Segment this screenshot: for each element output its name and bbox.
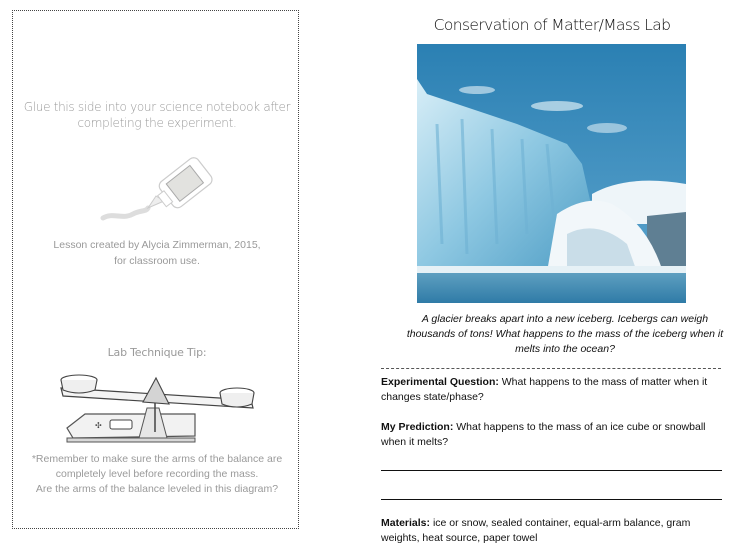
credit-line: Lesson created by Alycia Zimmerman, 2015,: [53, 239, 261, 251]
question-label: Experimental Question:: [381, 376, 499, 388]
credit-text: [18, 237, 296, 269]
glue-bottle-icon: [98, 146, 218, 224]
glue-instruction: Glue this side into your science notebook after completing the experiment.: [23, 100, 291, 130]
glacier-photo: [417, 44, 686, 303]
question-text: What happens to the mass of matter when it changes state/phase?: [381, 376, 708, 403]
dashed-separator: [381, 368, 721, 369]
experimental-question: [381, 375, 731, 405]
caption-line: melts into the ocean?: [515, 343, 615, 355]
tip-line: Are the arms of the balance leveled in this diagram?: [35, 483, 279, 495]
tip-line: *Remember to make sure the arms of the balance are: [31, 453, 283, 465]
tip-line: completely level before recording the mass.: [55, 468, 259, 480]
credit-line: for classroom use.: [114, 255, 200, 267]
balance-scale-icon: [55, 366, 260, 446]
prediction-answer-line[interactable]: [381, 470, 722, 471]
caption-line: thousands of tons! What happens to the mass of the iceberg when it: [406, 328, 724, 340]
photo-caption: [395, 312, 735, 357]
prediction-text: What happens to the mass of an ice cube or snowball when it melts?: [381, 421, 706, 448]
tip-title: Lab Technique Tip:: [107, 346, 207, 359]
page-title: Conservation of Matter/Mass Lab: [433, 16, 671, 34]
materials-text: ice or snow, sealed container, equal-arm balance, gram weights, heat source, paper towel: [381, 517, 691, 544]
prediction-answer-line[interactable]: [381, 499, 722, 500]
prediction-label: My Prediction:: [381, 421, 454, 433]
svg-text:✣: ✣: [95, 421, 102, 430]
caption-line: A glacier breaks apart into a new iceberg. Icebergs can weigh: [421, 313, 709, 325]
materials-label: Materials:: [381, 517, 431, 529]
tip-note: [18, 452, 296, 497]
my-prediction: [381, 420, 731, 450]
materials: [381, 516, 731, 546]
